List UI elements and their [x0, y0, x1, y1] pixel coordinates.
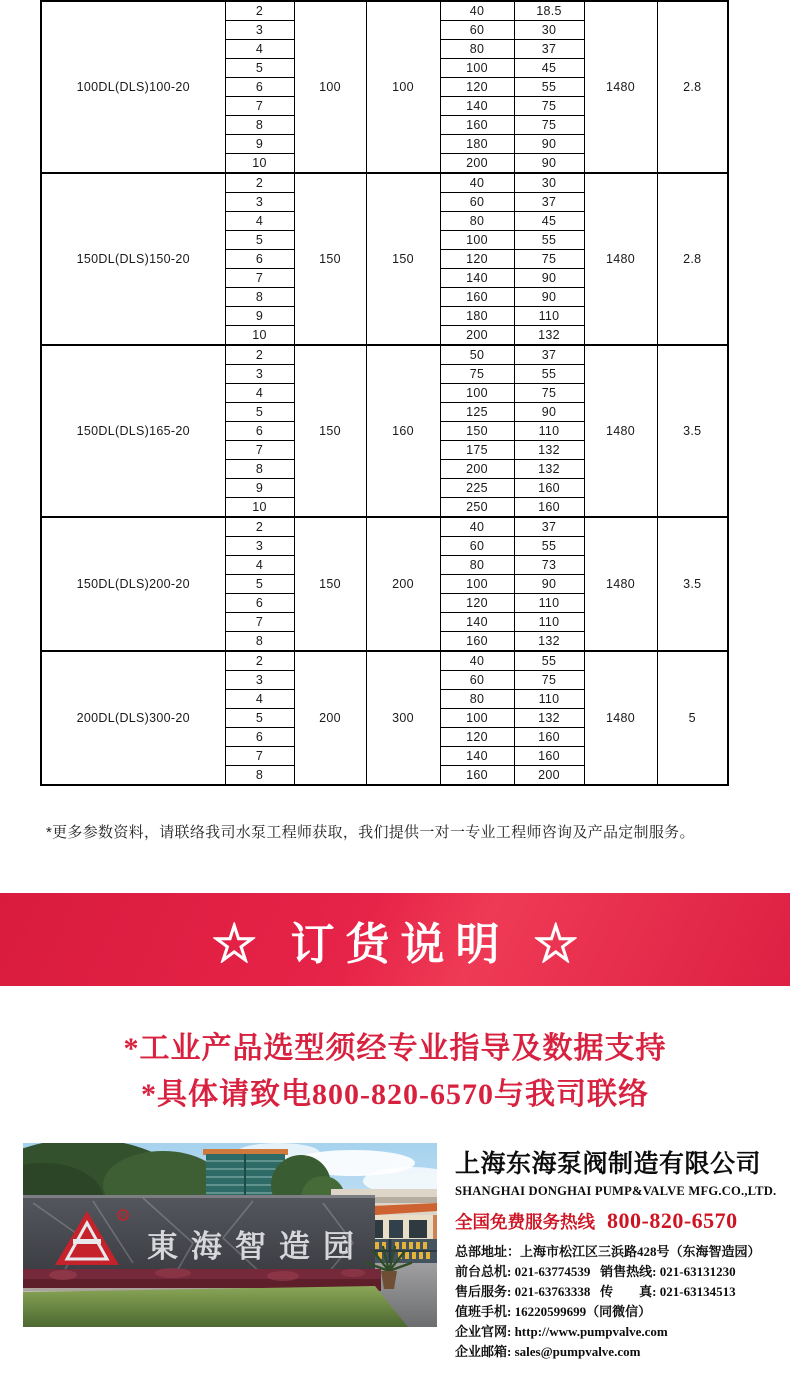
speed-cell: 1480 — [584, 517, 657, 651]
power-cell: 132 — [514, 709, 584, 728]
power-cell: 75 — [514, 671, 584, 690]
power-cell: 30 — [514, 21, 584, 40]
dn-cell: 150 — [294, 345, 366, 517]
head-cell: 50 — [440, 345, 514, 365]
head-cell: 100 — [440, 59, 514, 78]
head-cell: 140 — [440, 269, 514, 288]
dn-cell: 200 — [294, 651, 366, 785]
power-cell: 55 — [514, 78, 584, 97]
contact-list — [455, 1242, 785, 1362]
stage-cell: 9 — [225, 479, 294, 498]
power-cell: 75 — [514, 250, 584, 269]
head-cell: 60 — [440, 671, 514, 690]
head-cell: 140 — [440, 613, 514, 632]
head-cell: 200 — [440, 460, 514, 479]
stage-cell: 6 — [225, 594, 294, 613]
head-cell: 80 — [440, 690, 514, 709]
head-cell: 200 — [440, 326, 514, 346]
head-cell: 40 — [440, 173, 514, 193]
stage-cell: 3 — [225, 365, 294, 384]
power-cell: 73 — [514, 556, 584, 575]
power-cell: 160 — [514, 498, 584, 518]
npsh-cell: 3.5 — [657, 517, 728, 651]
head-cell: 160 — [440, 288, 514, 307]
head-cell: 200 — [440, 154, 514, 174]
power-cell: 110 — [514, 690, 584, 709]
power-cell: 37 — [514, 517, 584, 537]
head-cell: 180 — [440, 135, 514, 154]
stage-cell: 6 — [225, 78, 294, 97]
power-cell: 75 — [514, 384, 584, 403]
company-name-en: SHANGHAI DONGHAI PUMP&VALVE MFG.CO.,LTD. — [455, 1184, 777, 1198]
speed-cell: 1480 — [584, 345, 657, 517]
stage-cell: 9 — [225, 135, 294, 154]
npsh-cell: 2.8 — [657, 1, 728, 173]
head-cell: 100 — [440, 231, 514, 250]
power-cell: 75 — [514, 97, 584, 116]
speed-cell: 1480 — [584, 1, 657, 173]
stage-cell: 10 — [225, 498, 294, 518]
power-cell: 110 — [514, 594, 584, 613]
stage-cell: 8 — [225, 766, 294, 786]
head-cell: 60 — [440, 537, 514, 556]
npsh-cell: 5 — [657, 651, 728, 785]
stage-cell: 2 — [225, 1, 294, 21]
stage-cell: 8 — [225, 460, 294, 479]
contact-line: 前台总机: 021-63774539 销售热线: 021-63131230 — [455, 1264, 736, 1279]
power-cell: 90 — [514, 403, 584, 422]
service-hotline — [455, 1208, 785, 1234]
power-cell: 90 — [514, 154, 584, 174]
flow-cell: 200 — [366, 517, 440, 651]
head-cell: 140 — [440, 747, 514, 766]
flow-cell: 300 — [366, 651, 440, 785]
power-cell: 55 — [514, 537, 584, 556]
stage-cell: 8 — [225, 116, 294, 135]
stage-cell: 7 — [225, 269, 294, 288]
stage-cell: 3 — [225, 21, 294, 40]
stage-cell: 4 — [225, 212, 294, 231]
head-cell: 120 — [440, 250, 514, 269]
facility-photo-art — [23, 1143, 437, 1327]
stage-cell: 7 — [225, 441, 294, 460]
order-info-banner-title: ☆ 订货说明 ☆ — [212, 919, 589, 969]
head-cell: 100 — [440, 709, 514, 728]
contact-line: 企业官网: http://www.pumpvalve.com — [455, 1324, 668, 1339]
power-cell: 90 — [514, 575, 584, 594]
stage-cell: 10 — [225, 326, 294, 346]
contact-line: 售后服务: 021-63763338 传 真: 021-63134513 — [455, 1284, 736, 1299]
stage-cell: 5 — [225, 231, 294, 250]
head-cell: 120 — [440, 78, 514, 97]
lawn — [23, 1286, 408, 1327]
speed-cell: 1480 — [584, 173, 657, 345]
stage-cell: 8 — [225, 632, 294, 652]
dn-cell: 150 — [294, 517, 366, 651]
facility-photo — [23, 1143, 437, 1327]
head-cell: 80 — [440, 40, 514, 59]
power-cell: 45 — [514, 59, 584, 78]
stage-cell: 5 — [225, 403, 294, 422]
dn-cell: 150 — [294, 173, 366, 345]
head-cell: 160 — [440, 116, 514, 135]
stage-cell: 7 — [225, 97, 294, 116]
model-cell: 150DL(DLS)150-20 — [41, 173, 225, 345]
power-cell: 18.5 — [514, 1, 584, 21]
power-cell: 90 — [514, 135, 584, 154]
head-cell: 75 — [440, 365, 514, 384]
speed-cell: 1480 — [584, 651, 657, 785]
stage-cell: 7 — [225, 747, 294, 766]
power-cell: 55 — [514, 231, 584, 250]
contact-line: 值班手机: 16220599699（同微信） — [455, 1304, 652, 1319]
flow-cell: 100 — [366, 1, 440, 173]
stage-cell: 6 — [225, 250, 294, 269]
power-cell: 160 — [514, 479, 584, 498]
power-cell: 200 — [514, 766, 584, 786]
head-cell: 100 — [440, 575, 514, 594]
model-cell: 150DL(DLS)165-20 — [41, 345, 225, 517]
stage-cell: 2 — [225, 651, 294, 671]
advisory-line-2: *具体请致电800-820-6570与我司联络 — [141, 1078, 649, 1111]
power-cell: 160 — [514, 747, 584, 766]
head-cell: 80 — [440, 212, 514, 231]
head-cell: 150 — [440, 422, 514, 441]
company-name-cn: 上海东海泵阀制造有限公司 — [455, 1150, 762, 1178]
head-cell: 250 — [440, 498, 514, 518]
stage-cell: 3 — [225, 193, 294, 212]
power-cell: 132 — [514, 326, 584, 346]
head-cell: 120 — [440, 728, 514, 747]
power-cell: 132 — [514, 441, 584, 460]
stage-cell: 3 — [225, 671, 294, 690]
power-cell: 55 — [514, 651, 584, 671]
hotline-number: 800-820-6570 — [607, 1208, 738, 1233]
power-cell: 45 — [514, 212, 584, 231]
head-cell: 140 — [440, 97, 514, 116]
head-cell: 40 — [440, 651, 514, 671]
company-info — [455, 1144, 785, 1362]
power-cell: 160 — [514, 728, 584, 747]
stage-cell: 6 — [225, 728, 294, 747]
stage-cell: 4 — [225, 556, 294, 575]
stage-cell: 4 — [225, 384, 294, 403]
power-cell: 37 — [514, 40, 584, 59]
stage-cell: 3 — [225, 537, 294, 556]
stage-cell: 5 — [225, 59, 294, 78]
flow-cell: 150 — [366, 173, 440, 345]
power-cell: 75 — [514, 116, 584, 135]
dn-cell: 100 — [294, 1, 366, 173]
advisory-line-1: *工业产品选型须经专业指导及数据支持 — [123, 1032, 667, 1065]
svg-text:R: R — [120, 1213, 126, 1220]
power-cell: 110 — [514, 422, 584, 441]
model-cell: 100DL(DLS)100-20 — [41, 1, 225, 173]
pump-spec-table — [40, 0, 729, 786]
hotline-label: 全国免费服务热线 — [455, 1212, 595, 1232]
stage-cell: 2 — [225, 173, 294, 193]
npsh-cell: 2.8 — [657, 173, 728, 345]
table-footnote: *更多参数资料，请联络我司水泵工程师获取，我们提供一对一专业工程师咨询及产品定制服务。 — [46, 824, 695, 841]
head-cell: 80 — [440, 556, 514, 575]
power-cell: 55 — [514, 365, 584, 384]
head-cell: 160 — [440, 766, 514, 786]
stage-cell: 8 — [225, 288, 294, 307]
head-cell: 40 — [440, 517, 514, 537]
stage-cell: 9 — [225, 307, 294, 326]
head-cell: 120 — [440, 594, 514, 613]
head-cell: 125 — [440, 403, 514, 422]
sign-text: 東海智造园 — [147, 1229, 367, 1264]
power-cell: 132 — [514, 632, 584, 652]
power-cell: 132 — [514, 460, 584, 479]
head-cell: 60 — [440, 21, 514, 40]
stage-cell: 2 — [225, 345, 294, 365]
order-info-banner — [0, 893, 790, 986]
contact-line: 企业邮箱: sales@pumpvalve.com — [455, 1344, 641, 1359]
stage-cell: 2 — [225, 517, 294, 537]
flow-cell: 160 — [366, 345, 440, 517]
model-cell: 200DL(DLS)300-20 — [41, 651, 225, 785]
head-cell: 225 — [440, 479, 514, 498]
advisory-note — [0, 1026, 790, 1118]
power-cell: 110 — [514, 613, 584, 632]
power-cell: 37 — [514, 345, 584, 365]
power-cell: 110 — [514, 307, 584, 326]
contact-line: 总部地址：上海市松江区三浜路428号（东海智造园） — [455, 1244, 761, 1259]
head-cell: 180 — [440, 307, 514, 326]
stage-cell: 5 — [225, 575, 294, 594]
head-cell: 60 — [440, 193, 514, 212]
power-cell: 30 — [514, 173, 584, 193]
stage-cell: 7 — [225, 613, 294, 632]
stage-cell: 5 — [225, 709, 294, 728]
stage-cell: 4 — [225, 40, 294, 59]
power-cell: 90 — [514, 288, 584, 307]
power-cell: 37 — [514, 193, 584, 212]
head-cell: 175 — [440, 441, 514, 460]
power-cell: 90 — [514, 269, 584, 288]
stage-cell: 6 — [225, 422, 294, 441]
stage-cell: 4 — [225, 690, 294, 709]
model-cell: 150DL(DLS)200-20 — [41, 517, 225, 651]
head-cell: 160 — [440, 632, 514, 652]
npsh-cell: 3.5 — [657, 345, 728, 517]
stage-cell: 10 — [225, 154, 294, 174]
head-cell: 40 — [440, 1, 514, 21]
head-cell: 100 — [440, 384, 514, 403]
